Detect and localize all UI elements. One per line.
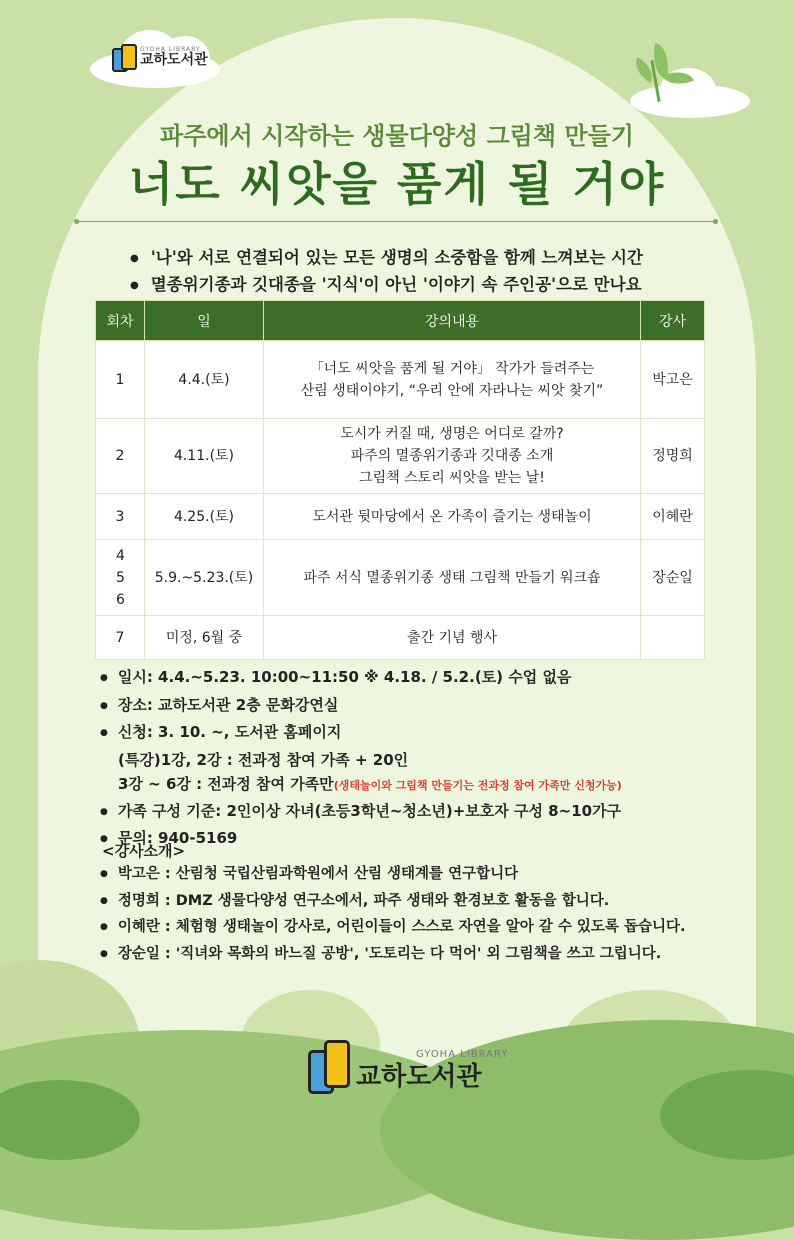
cell-date: 5.9.~5.23.(토) [145, 540, 264, 616]
table-row [96, 419, 705, 494]
intro-list [130, 246, 643, 300]
logo-name-text: 교하도서관 [140, 52, 208, 68]
apply-detail-text: 3강 ~ 6강 : 전과정 참여 가족만 [118, 775, 334, 793]
content-line: 「너도 씨앗을 품게 될 거야」 작가가 들려주는 [309, 360, 595, 377]
cell-session: 7 [96, 616, 145, 660]
info-apply: ● 신청: 3. 10. ~, 도서관 홈페이지 [100, 720, 622, 748]
table-row [96, 616, 705, 660]
page-title: 너도 씨앗을 품게 될 거야 [128, 157, 666, 211]
divider-line [76, 221, 716, 222]
info-apply-detail: (특강)1강, 2강 : 전과정 참여 가족 + 20인 [118, 750, 409, 769]
info-list [100, 665, 622, 854]
table-row [96, 494, 705, 540]
info-family: ● 가족 구성 기준: 2인이상 자녀(초등3학년~청소년)+보호자 구성 8~10가구 [100, 799, 622, 827]
content-line: 파주의 멸종위기종과 깃대종 소개 [350, 448, 554, 464]
info-schedule: ● 일시: 4.4.~5.23. 10:00~11:50 ※ 4.18. / 5.2.(토) 수업 없음 [100, 665, 622, 693]
content-line: 그림책 스토리 씨앗을 받는 날! [359, 470, 545, 486]
cell-date: 4.11.(토) [145, 419, 264, 494]
table-row [96, 540, 705, 616]
table-row [96, 341, 705, 419]
session-number: 6 [116, 591, 125, 608]
cell-content: 파주 서식 멸종위기종 생태 그림책 만들기 워크숍 [264, 540, 641, 616]
col-header-content: 강의내용 [264, 301, 641, 341]
cell-session: 3 [96, 494, 145, 540]
cell-session [96, 540, 145, 616]
cell-teacher: 이혜란 [641, 494, 705, 540]
cell-date: 4.25.(토) [145, 494, 264, 540]
table-header-row [96, 301, 705, 341]
page-subtitle: 파주에서 시작하는 생물다양성 그림책 만들기 [160, 122, 634, 150]
info-place: ● 장소: 교하도서관 2층 문화강연실 [100, 693, 622, 721]
tutor-item: ● 이혜란 : 체험형 생태놀이 강사로, 어린이들이 스스로 자연을 알아 갈 수 있도록 돕습니다. [100, 915, 686, 942]
tutor-heading: <강사소개> [102, 842, 186, 860]
cell-teacher: 장순일 [641, 540, 705, 616]
schedule-table [95, 300, 705, 660]
books-logo-icon [112, 44, 134, 70]
cell-content: 도서관 뒷마당에서 온 가족이 즐기는 생태놀이 [264, 494, 641, 540]
info-contact: ● 문의: 940-5169 [100, 826, 622, 854]
content-line: 도시가 커질 때, 생명은 어디로 갈까? [340, 426, 564, 442]
session-number: 5 [116, 569, 125, 586]
intro-item: ● '나'와 서로 연결되어 있는 모든 생명의 소중함을 함께 느껴보는 시간 [130, 246, 643, 273]
col-header-date: 일 [145, 301, 264, 341]
cell-teacher [641, 616, 705, 660]
library-logo-top[interactable] [112, 44, 208, 70]
tutor-item: ● 박고은 : 산림청 국립산림과학원에서 산림 생태계를 연구합니다 [100, 862, 686, 889]
library-logo-bottom[interactable] [308, 1040, 508, 1090]
cell-content: 출간 기념 행사 [264, 616, 641, 660]
cell-date: 4.4.(토) [145, 341, 264, 419]
intro-item: ● 멸종위기종과 깃대종을 '지식'이 아닌 '이야기 속 주인공'으로 만나요 [130, 273, 643, 300]
cell-teacher: 정명희 [641, 419, 705, 494]
logo-sub-text: GYOHA LIBRARY [416, 1049, 509, 1060]
tutor-item: ● 장순일 : '직녀와 목화의 바느질 공방', '도토리는 다 먹어' 외 그림책을 쓰고 그립니다. [100, 942, 686, 969]
divider-dot [713, 219, 718, 224]
cell-session: 2 [96, 419, 145, 494]
cell-content [264, 419, 641, 494]
divider-dot [74, 219, 79, 224]
logo-sub-text: GYOHA LIBRARY [140, 46, 201, 53]
tutor-list [100, 862, 686, 968]
cell-teacher: 박고은 [641, 341, 705, 419]
content-line: 산림 생태이야기, “우리 안에 자라나는 씨앗 찾기” [300, 382, 604, 399]
col-header-session: 회차 [96, 301, 145, 341]
cell-content [264, 341, 641, 419]
books-logo-icon [308, 1040, 348, 1090]
apply-note: (생태놀이와 그림책 만들기는 전과정 참여 가족만 신청가능) [333, 779, 622, 792]
logo-name-text: 교하도서관 [356, 1062, 482, 1092]
tutor-item: ● 정명희 : DMZ 생물다양성 연구소에서, 파주 생태와 환경보호 활동을 합니다. [100, 889, 686, 916]
cell-session: 1 [96, 341, 145, 419]
cell-date: 미정, 6월 중 [145, 616, 264, 660]
col-header-teacher: 강사 [641, 301, 705, 341]
info-apply-detail [100, 772, 622, 799]
session-number: 4 [116, 547, 125, 564]
